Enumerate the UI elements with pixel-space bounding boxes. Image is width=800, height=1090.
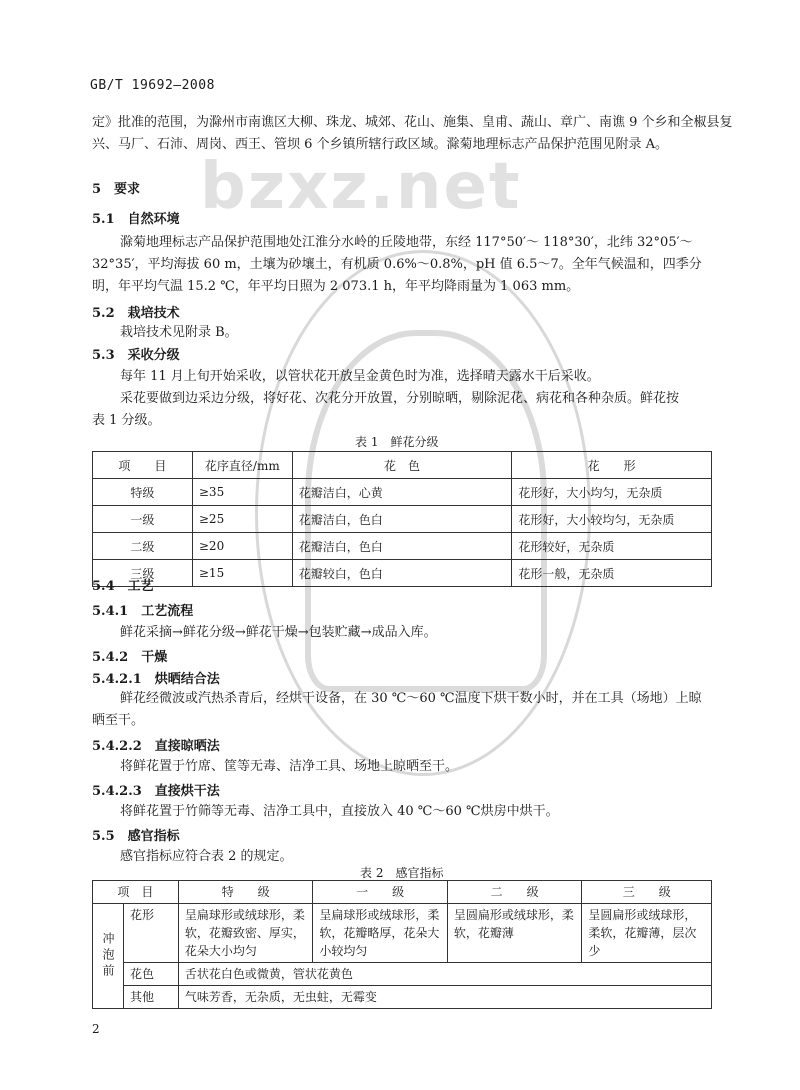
- table-cell: 花瓣较白，色白: [292, 560, 512, 587]
- table-cell: 二级: [93, 533, 193, 560]
- table-1-caption: 表 1 鲜花分级: [355, 435, 439, 449]
- section-heading-5-4-2-2: 5.4.2.2 直接晾晒法: [92, 739, 220, 754]
- table-row: [93, 904, 712, 963]
- section-heading-5-4-1: 5.4.1 工艺流程: [92, 604, 194, 619]
- paragraph-line: 定》批准的范围，为滁州市南谯区大柳、珠龙、城郊、花山、施集、皇甫、蔬山、章广、南谯 9 个乡和全椒县复: [92, 115, 733, 130]
- table-cell: 一级: [93, 506, 193, 533]
- table-cell: 其他: [124, 986, 179, 1009]
- table-2-sensory-indicators: [92, 880, 712, 1009]
- page-number: 2: [92, 1022, 100, 1036]
- table-cell: ≥20: [192, 533, 292, 560]
- table-header-cell: 花 形: [512, 452, 712, 479]
- table-row: [93, 963, 712, 986]
- table-cell: 呈圆扁形或绒球形，柔软，花瓣薄，层次少: [582, 904, 712, 963]
- table-cell: ≥15: [192, 560, 292, 587]
- table-cell: ≥25: [192, 506, 292, 533]
- table-row: [93, 560, 712, 587]
- section-heading-5-3: 5.3 采收分级: [92, 348, 180, 363]
- section-heading-5: 5 要求: [92, 182, 141, 197]
- section-heading-5-4: 5.4 工艺: [92, 579, 154, 594]
- table-cell: 特级: [93, 479, 193, 506]
- table-cell: 气味芳香，无杂质，无虫蛀，无霉变: [178, 986, 711, 1009]
- paragraph-line: 表 1 分级。: [92, 413, 161, 428]
- paragraph-line: 鲜花采摘→鲜花分级→鲜花干燥→包装贮藏→成品入库。: [120, 625, 437, 640]
- table-cell: 花瓣洁白，色白: [292, 506, 512, 533]
- paragraph-line: 栽培技术见附录 B。: [120, 325, 238, 340]
- table-cell: 花形一般，无杂质: [512, 560, 712, 587]
- table-cell: 舌状花白色或微黄，管状花黄色: [178, 963, 711, 986]
- table-cell: 花色: [124, 963, 179, 986]
- table-cell: 花瓣洁白，心黄: [292, 479, 512, 506]
- paragraph-line: 采花要做到边采边分级，将好花、次花分开放置，分别晾晒，剔除泥花、病花和各种杂质。鲜花按: [120, 391, 680, 406]
- table-cell: 呈圆扁形或绒球形，柔软，花瓣薄: [447, 904, 582, 963]
- paragraph-line: 兴、马厂、石沛、周岗、西王、管坝 6 个乡镇所辖行政区域。滁菊地理标志产品保护范围见附录 A。: [92, 137, 669, 152]
- table-header-cell: 花 色: [292, 452, 512, 479]
- table-cell: ≥35: [192, 479, 292, 506]
- table-row: [93, 479, 712, 506]
- table-cell: 呈扁球形或绒球形，柔软，花瓣略厚，花朵大小较均匀: [313, 904, 448, 963]
- paragraph-line: 将鲜花置于竹筛等无毒、洁净工具中，直接放入 40 ℃～60 ℃烘房中烘干。: [120, 804, 559, 819]
- table-header-cell: 项 目: [93, 452, 193, 479]
- table-header-row: [93, 881, 712, 904]
- table-row: [93, 506, 712, 533]
- table-header-cell: 三 级: [582, 881, 712, 904]
- table-cell: 花瓣洁白，色白: [292, 533, 512, 560]
- section-heading-5-4-2-3: 5.4.2.3 直接烘干法: [92, 784, 220, 799]
- table-group-cell: 冲泡前: [93, 904, 124, 1009]
- section-heading-5-5: 5.5 感官指标: [92, 829, 180, 844]
- table-2-caption: 表 2 感官指标: [360, 866, 444, 880]
- table-cell: 花形: [124, 904, 179, 963]
- section-heading-5-4-2: 5.4.2 干燥: [92, 650, 168, 665]
- paragraph-line: 将鲜花置于竹席、筐等无毒、洁净工具、场地上晾晒至干。: [120, 759, 459, 774]
- watermark-text: bzxz.net: [200, 150, 522, 224]
- table-1-fresh-flower-grading: [92, 451, 712, 587]
- table-header-cell: 花序直径/mm: [192, 452, 292, 479]
- table-header-cell: 特 级: [178, 881, 313, 904]
- paragraph-line: 晒至干。: [92, 713, 145, 728]
- table-header-cell: 项 目: [93, 881, 179, 904]
- paragraph-line: 32°35′，平均海拔 60 m，土壤为砂壤土，有机质 0.6%～0.8%，pH 值 6.5～7。全年气候温和，四季分: [92, 257, 702, 272]
- table-header-cell: 二 级: [447, 881, 582, 904]
- table-cell: 花形好，大小较均匀，无杂质: [512, 506, 712, 533]
- paragraph-line: 每年 11 月上旬开始采收，以管状花开放呈金黄色时为准，选择晴天露水干后采收。: [120, 369, 600, 384]
- table-row: [93, 533, 712, 560]
- section-heading-5-1: 5.1 自然环境: [92, 212, 180, 227]
- table-header-row: [93, 452, 712, 479]
- paragraph-line: 鲜花经微波或汽热杀青后，经烘干设备，在 30 ℃～60 ℃温度下烘干数小时，并在工具（场地）上晾: [120, 691, 702, 706]
- table-cell: 呈扁球形或绒球形，柔软，花瓣致密、厚实，花朵大小均匀: [178, 904, 313, 963]
- table-row: [93, 986, 712, 1009]
- table-cell: 三级: [93, 560, 193, 587]
- table-header-cell: 一 级: [313, 881, 448, 904]
- section-heading-5-4-2-1: 5.4.2.1 烘晒结合法: [92, 672, 220, 687]
- standard-number: GB/T 19692—2008: [90, 78, 215, 93]
- section-heading-5-2: 5.2 栽培技术: [92, 306, 180, 321]
- paragraph-line: 明，年平均气温 15.2 ℃，年平均日照为 2 073.1 h，年平均降雨量为 1 063 mm。: [92, 279, 580, 294]
- table-cell: 花形较好，无杂质: [512, 533, 712, 560]
- paragraph-line: 感官指标应符合表 2 的规定。: [120, 849, 293, 864]
- paragraph-line: 滁菊地理标志产品保护范围地处江淮分水岭的丘陵地带，东经 117°50′～ 118°30′，北纬 32°05′～: [120, 235, 693, 250]
- table-cell: 花形好，大小均匀，无杂质: [512, 479, 712, 506]
